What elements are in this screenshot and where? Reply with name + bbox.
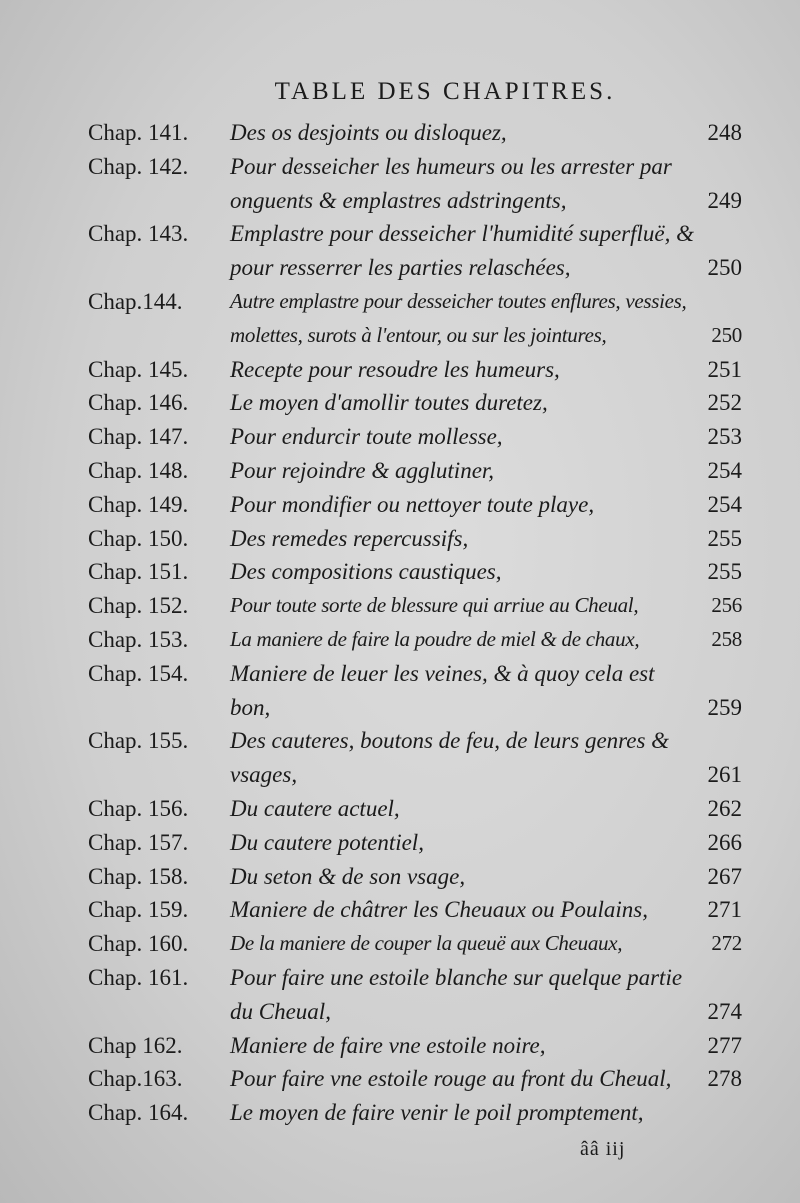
chapter-body	[230, 488, 742, 522]
chapter-body	[230, 386, 742, 420]
chapter-title-text: Du cautere potentiel,	[230, 829, 424, 855]
chapter-title-text: Le moyen de faire venir le poil promptement,	[230, 1100, 644, 1126]
chapter-body	[230, 1062, 742, 1096]
chapter-number: Chap. 156.	[88, 795, 189, 821]
chapter-list	[88, 116, 742, 1130]
chapter-title-text: Pour rejoindre & agglutiner,	[230, 457, 495, 483]
chapter-number: Chap. 160.	[88, 931, 189, 957]
chapter-entry	[88, 826, 742, 860]
chapter-body	[230, 522, 742, 556]
chapter-number: Chap. 145.	[88, 356, 189, 382]
page-number: 255	[707, 559, 742, 585]
chapter-entry	[88, 353, 742, 387]
chapter-title-text: De la maniere de couper la queuë aux Cheuaux,	[230, 931, 623, 956]
chapter-number: Chap. 141.	[88, 120, 189, 145]
chapter-number: Chap. 148.	[88, 457, 189, 483]
chapter-number: Chap. 153.	[88, 626, 189, 652]
chapter-title-text: vsages,	[230, 762, 298, 788]
chapter-title-text: Pour toute sorte de blessure qui arriue au Cheual,	[230, 593, 639, 618]
chapter-body	[230, 454, 742, 488]
chapter-number: Chap. 159.	[88, 897, 189, 923]
chapter-entry	[88, 589, 742, 623]
chapter-title-text: Des os desjoints ou disloquez,	[230, 120, 507, 145]
page-number: 271	[707, 897, 742, 923]
chapter-body	[230, 927, 742, 961]
chapter-body	[230, 657, 742, 725]
chapter-body	[230, 961, 742, 1029]
chapter-title-text: Autre emplastre pour desseicher toutes enflures, vessies,	[230, 288, 687, 313]
chapter-number: Chap. 146.	[88, 390, 189, 416]
chapter-entry	[88, 1029, 742, 1063]
chapter-entry	[88, 657, 742, 725]
chapter-body	[230, 792, 742, 826]
chapter-entry	[88, 623, 742, 657]
chapter-body	[230, 589, 742, 623]
chapter-title-line	[230, 961, 742, 995]
chapter-entry	[88, 116, 742, 150]
chapter-title-line	[230, 217, 742, 251]
chapter-title-line	[230, 285, 742, 319]
chapter-title-line	[230, 454, 742, 488]
chapter-title-line	[230, 1062, 742, 1096]
chapter-title-text: onguents & emplastres adstringents,	[230, 187, 567, 213]
chapter-entry	[88, 1096, 742, 1130]
chapter-title-line	[230, 758, 742, 792]
page-number: 256	[711, 593, 742, 618]
chapter-body	[230, 860, 742, 894]
chapter-title-line	[230, 353, 742, 387]
chapter-entry	[88, 217, 742, 285]
page-number: 259	[707, 694, 742, 720]
chapter-body	[230, 555, 742, 589]
chapter-title-text: Pour faire une estoile blanche sur quelque partie	[230, 964, 683, 990]
page-number: 250	[711, 322, 742, 347]
chapter-title-line	[230, 1029, 742, 1063]
chapter-number: Chap. 152.	[88, 593, 189, 619]
chapter-title-line	[230, 319, 742, 353]
chapter-title-text: Le moyen d'amollir toutes duretez,	[230, 390, 548, 416]
chapter-body	[230, 1029, 742, 1063]
chapter-title-line	[230, 860, 742, 894]
page-number: 277	[707, 1032, 742, 1058]
chapter-title-line	[230, 589, 742, 623]
chapter-body	[230, 1096, 742, 1130]
chapter-entry	[88, 893, 742, 927]
chapter-title-text: bon,	[230, 694, 271, 720]
chapter-number: Chap. 157.	[88, 829, 189, 855]
chapter-title-line	[230, 488, 742, 522]
chapter-title-text: du Cheual,	[230, 998, 331, 1024]
page-number: 255	[707, 525, 742, 551]
chapter-number: Chap. 155.	[88, 728, 189, 754]
chapter-body	[230, 353, 742, 387]
chapter-title-line	[230, 522, 742, 556]
chapter-number: Chap. 150.	[88, 525, 189, 551]
signature-mark: ââ iij	[580, 1138, 626, 1160]
page-number: 254	[707, 491, 742, 517]
page-number: 266	[707, 829, 742, 855]
chapter-entry	[88, 555, 742, 589]
chapter-number: Chap. 147.	[88, 424, 189, 450]
chapter-title-text: Recepte pour resoudre les humeurs,	[230, 356, 560, 382]
chapter-title-line	[230, 150, 742, 184]
chapter-body	[230, 285, 742, 353]
chapter-number: Chap. 143.	[88, 221, 189, 247]
page-number: 278	[707, 1066, 742, 1092]
page-number: 251	[707, 356, 742, 382]
page-number: 250	[707, 255, 742, 281]
chapter-title-text: Maniere de leuer les veines, & à quoy cela est	[230, 660, 655, 686]
chapter-entry	[88, 961, 742, 1029]
chapter-body	[230, 623, 742, 657]
page-title: TABLE DES CHAPITRES.	[274, 78, 616, 105]
chapter-body	[230, 420, 742, 454]
chapter-body	[230, 724, 742, 792]
chapter-entry	[88, 386, 742, 420]
chapter-title-text: pour resserrer les parties relaschées,	[230, 255, 571, 281]
chapter-title-line	[230, 555, 742, 589]
chapter-number: Chap 162.	[88, 1032, 183, 1058]
chapter-title-line	[230, 657, 742, 691]
chapter-title-line	[230, 623, 742, 657]
chapter-body	[230, 826, 742, 860]
page-number: 272	[711, 931, 742, 956]
chapter-title-text: Maniere de faire vne estoile noire,	[230, 1032, 546, 1058]
chapter-title-text: Des remedes repercussifs,	[230, 525, 469, 551]
chapter-number: Chap. 158.	[88, 863, 189, 889]
chapter-entry	[88, 927, 742, 961]
chapter-title-line	[230, 386, 742, 420]
chapter-number: Chap.163.	[88, 1066, 183, 1092]
chapter-body	[230, 150, 742, 218]
page-number: 248	[707, 120, 742, 145]
chapter-entry	[88, 150, 742, 218]
chapter-title-line	[230, 251, 742, 285]
page-number: 258	[711, 626, 742, 651]
chapter-entry	[88, 1062, 742, 1096]
chapter-entry	[88, 792, 742, 826]
chapter-entry	[88, 522, 742, 556]
chapter-title-line	[230, 184, 742, 218]
chapter-title-line	[230, 826, 742, 860]
chapter-title-line	[230, 724, 742, 758]
chapter-title-text: Pour desseicher les humeurs ou les arrester par	[230, 153, 672, 179]
chapter-title-text: Pour faire vne estoile rouge au front du Cheual,	[230, 1066, 672, 1092]
chapter-entry	[88, 488, 742, 522]
chapter-title-line	[230, 420, 742, 454]
chapter-title-text: Pour endurcir toute mollesse,	[230, 424, 503, 450]
chapter-title-line	[230, 995, 742, 1029]
chapter-entry	[88, 860, 742, 894]
chapter-entry	[88, 285, 742, 353]
page-number: 253	[707, 424, 742, 450]
chapter-number: Chap. 149.	[88, 491, 189, 517]
page-number: 274	[707, 998, 742, 1024]
page-number: 262	[707, 795, 742, 821]
chapter-entry	[88, 420, 742, 454]
chapter-title-line	[230, 792, 742, 826]
chapter-title-text: La maniere de faire la poudre de miel & de chaux,	[230, 626, 640, 651]
chapter-title-line	[230, 927, 742, 961]
chapter-number: Chap.144.	[88, 288, 183, 314]
chapter-title-text: Emplastre pour desseicher l'humidité superfluë, &	[230, 221, 695, 247]
chapter-number: Chap. 164.	[88, 1100, 189, 1126]
chapter-body	[230, 217, 742, 285]
chapter-title-text: Des compositions caustiques,	[230, 559, 502, 585]
chapter-title-line	[230, 1096, 742, 1130]
chapter-title-text: molettes, surots à l'entour, ou sur les jointures,	[230, 322, 607, 347]
page-number: 254	[707, 457, 742, 483]
chapter-title-text: Pour mondifier ou nettoyer toute playe,	[230, 491, 595, 517]
chapter-title-line	[230, 691, 742, 725]
chapter-entry	[88, 454, 742, 488]
chapter-title-line	[230, 116, 742, 150]
chapter-title-text: Du cautere actuel,	[230, 795, 400, 821]
page-number: 252	[707, 390, 742, 416]
chapter-body	[230, 116, 742, 150]
chapter-title-text: Du seton & de son vsage,	[230, 863, 466, 889]
chapter-number: Chap. 142.	[88, 153, 189, 179]
chapter-number: Chap. 154.	[88, 660, 189, 686]
page-number: 261	[707, 762, 742, 788]
chapter-number: Chap. 151.	[88, 559, 189, 585]
chapter-title-line	[230, 893, 742, 927]
chapter-title-text: Maniere de châtrer les Cheuaux ou Poulains,	[230, 897, 648, 923]
chapter-body	[230, 893, 742, 927]
page-number: 249	[707, 187, 742, 213]
chapter-entry	[88, 724, 742, 792]
chapter-number: Chap. 161.	[88, 964, 189, 990]
chapter-title-text: Des cauteres, boutons de feu, de leurs genres &	[230, 728, 670, 754]
page-number: 267	[707, 863, 742, 889]
